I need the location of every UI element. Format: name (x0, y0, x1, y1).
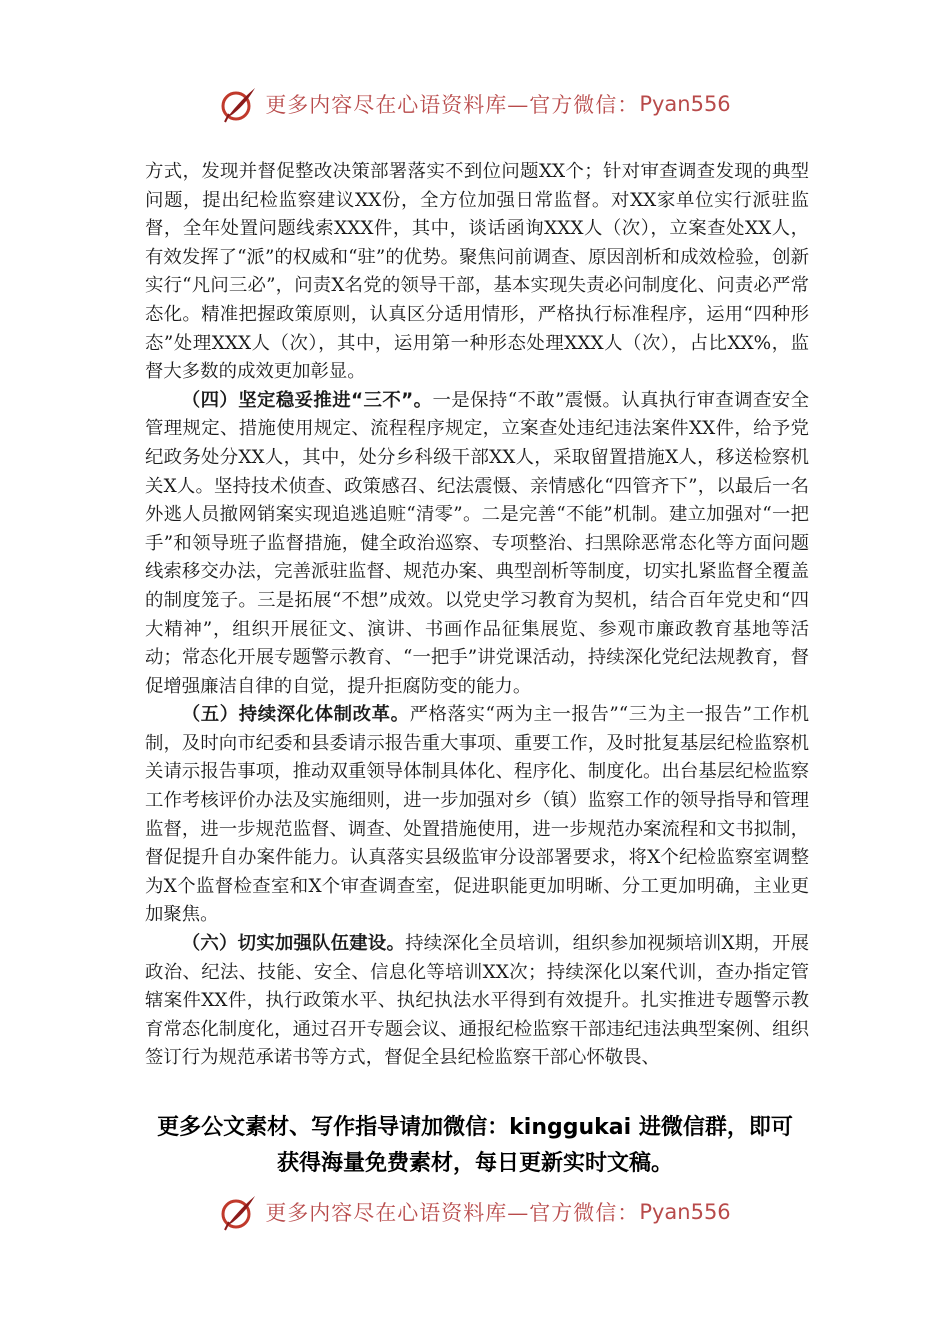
paragraph-section-4 (145, 387, 809, 702)
paragraph-text: 严格落实“两为主一报告”“三为主一报告”工作机制，及时向市纪委和县委请示报告重大事项、重要工作，及时批复基层纪检监察机关请示报告事项，推动双重领导体制具体化、程序化、制度化。出台基层纪检监察工作考核评价办法及实施细则，进一步加强对乡（镇）监察工作的领导指导和管理监督，进一步规范监督、调查、处置措施使用，进一步规范办案流程和文书拟制，督促提升自办案件能力。认真落实县级监审分设部署要求，将X个纪检监察室调整为X个监督检查室和X个审查调查室，促进职能更加明晰、分工更加明确，主业更加聚焦。 (145, 704, 809, 926)
paragraph-text: 持续深化全员培训，组织参加视频培训X期，开展政治、纪法、技能、安全、信息化等培训XX次；持续深化以案代训，查办指定管辖案件XX件，执行政策水平、执纪执法水平得到有效提升。扎实推进专题警示教育常态化制度化，通过召开专题会议、通报纪检监察干部违纪违法典型案例、组织签订行为规范承诺书等方式，督促全县纪检监察干部心怀敬畏、 (145, 933, 809, 1069)
paragraph-text: 一是保持“不敢”震慑。认真执行审查调查安全管理规定、措施使用规定、流程程序规定，立案查处违纪违法案件XX件，给予党纪政务处分XX人，其中，处分乡科级干部XX人，采取留置措施X人，移送检察机关X人。坚持技术侦查、政策感召、纪法震慑、亲情感化“四管齐下”，以最后一名外逃人员撤网销案实现追逃追赃“清零”。二是完善“不能”机制。建立加强对“一把手”和领导班子监督措施，健全政治巡察、专项整治、扫黑除恶常态化等方面问题线索移交办法，完善派驻监督、规范办案、典型剖析等制度，切实扎紧监督全覆盖的制度笼子。三是拓展“不想”成效。以党史学习教育为契机，结合百年党史和“四大精神”，组织开展征文、演讲、书画作品征集展览、参观市廉政教育基地等活动；常态化开展专题警示教育、“一把手”讲党课活动，持续深化党纪法规教育，督促增强廉洁自律的自觉，提升拒腐防变的能力。 (145, 389, 809, 697)
section-title: （六）切实加强队伍建设。 (181, 933, 406, 955)
section-title: （四）坚定稳妥推进“三不”。 (181, 389, 433, 411)
promo-line-2: 获得海量免费素材，每日更新实时文稿。 (276, 1151, 673, 1176)
watermark-text: 更多内容尽在心语资料库—官方微信： (265, 93, 640, 117)
paragraph-text: 方式，发现并督促整改决策部署落实不到位问题XX个；针对审查调查发现的典型问题，提出纪检监察建议XX份，全方位加强日常监督。对XX家单位实行派驻监督，全年处置问题线索XXX件，其中，谈话函询XXX人（次），立案查处XX人，有效发挥了“派”的权威和“驻”的优势。聚焦问前调查、原因剖析和成效检验，创新实行“凡问三必”，问责X名党的领导干部，基本实现失责必问制度化、问责必严常态化。精准把握政策原则，认真区分适用情形，严格执行标准程序，运用“四种形态”处理XXX人（次），其中，运用第一种形态处理XXX人（次），占比XX%，监督大多数的成效更加彰显。 (145, 161, 809, 383)
paragraph-section-5 (145, 701, 809, 930)
quill-logo-icon (219, 1192, 259, 1232)
promo-banner (0, 1110, 950, 1182)
promo-line-1: 更多公文素材、写作指导请加微信：kinggukai 进微信群，即可 (157, 1115, 793, 1140)
paragraph-section-6 (145, 930, 809, 1073)
section-title: （五）持续深化体制改革。 (181, 704, 410, 726)
watermark-wechat-id: Pyan556 (639, 92, 731, 116)
quill-logo-icon (219, 84, 259, 124)
header-watermark (0, 84, 950, 124)
paragraph-continuation (145, 158, 809, 387)
footer-watermark (0, 1192, 950, 1232)
watermark-text: 更多内容尽在心语资料库—官方微信： (265, 1201, 640, 1225)
document-body (145, 158, 809, 1073)
watermark-wechat-id: Pyan556 (639, 1200, 731, 1224)
